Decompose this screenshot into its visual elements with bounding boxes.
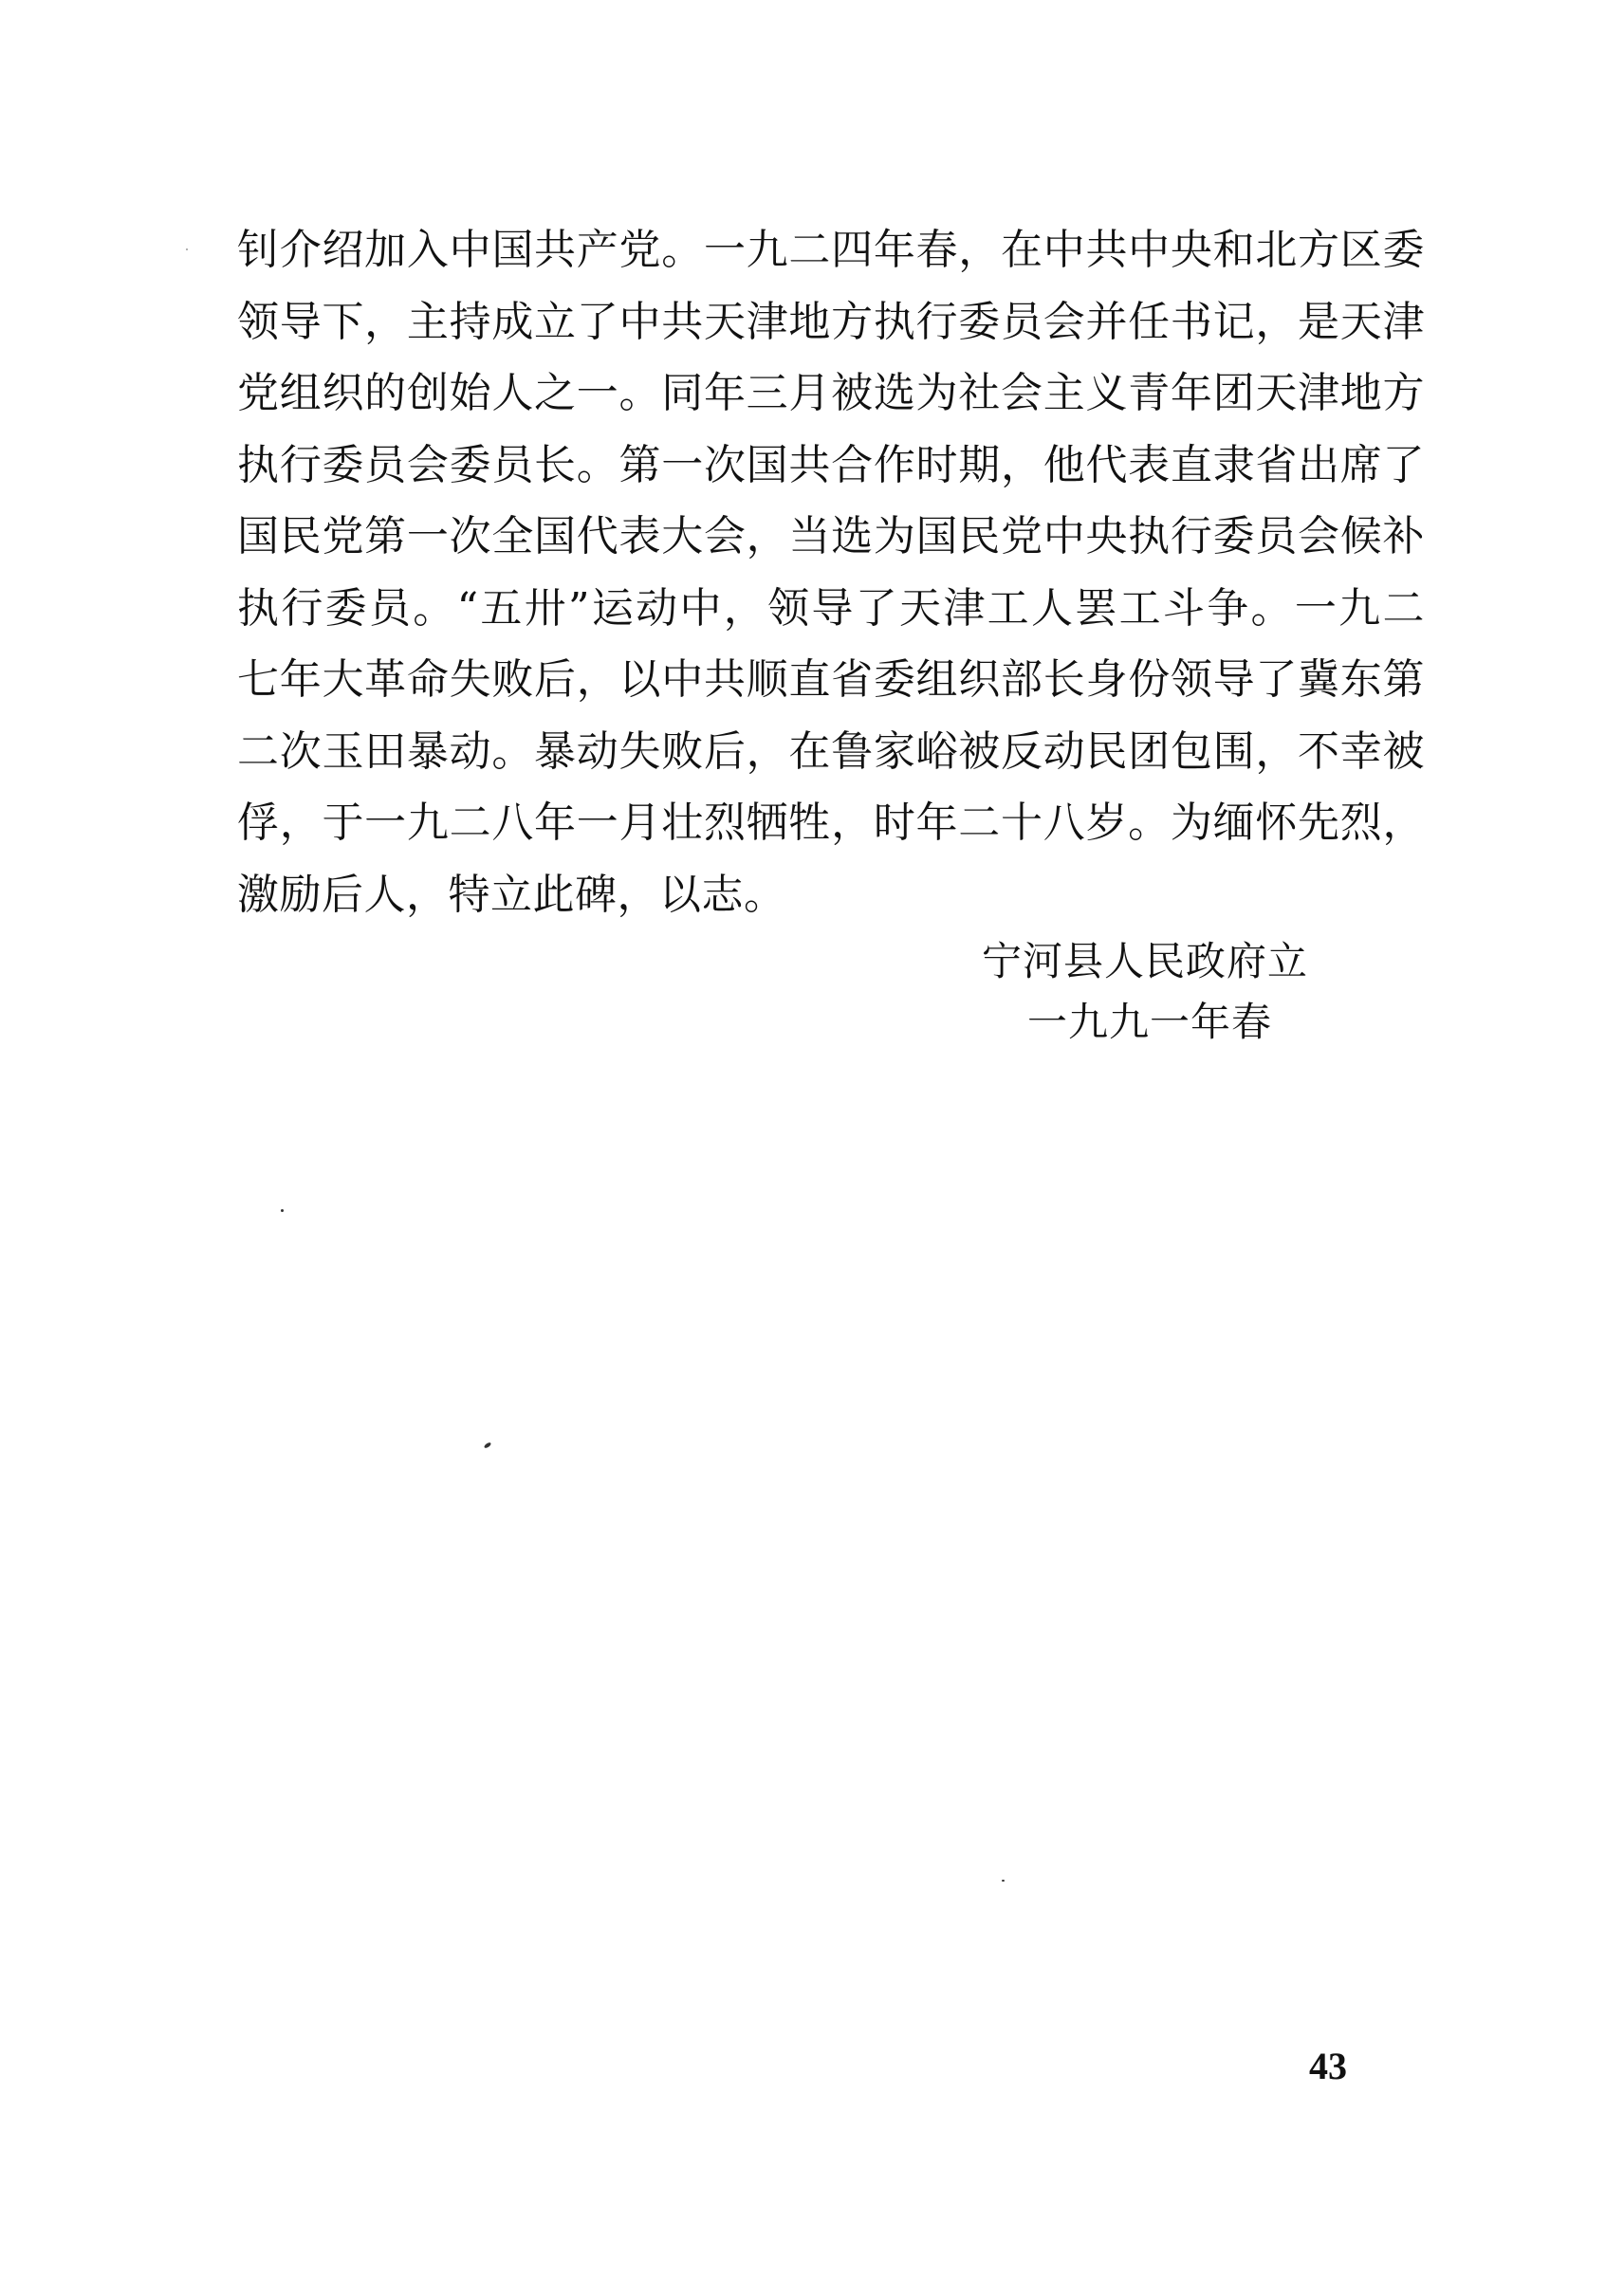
body-line-3: 党组织的创始人之一。同年三月被选为社会主义青年团天津地方 [237,369,1425,417]
signature-block [982,931,1308,1053]
body-line-7: 七年大革命失败后，以中共顺直省委组织部长身份领导了冀东第 [237,655,1425,704]
signature-issuer: 宁河县人民政府立 [982,938,1309,984]
signature-date: 一九九一年春 [1027,999,1273,1045]
body-line-8: 二次玉田暴动。暴动失败后，在鲁家峪被反动民团包围，不幸被 [237,726,1425,776]
body-line-5: 国民党第一次全国代表大会，当选为国民党中央执行委员会候补 [237,512,1425,560]
body-line-9: 俘，于一九二八年一月壮烈牺牲，时年二十八岁。为缅怀先烈， [237,799,1425,847]
body-line-1: 钊介绍加入中国共产党。一九二四年春，在中共中央和北方区委 [237,226,1425,274]
scan-speck [1002,1880,1005,1882]
scan-speck [186,248,188,250]
scan-speck [281,1209,284,1212]
body-line-6: 执行委员。“五卅”运动中，领导了天津工人罢工斗争。一九二 [237,583,1425,633]
scan-speck [484,1442,492,1449]
page-number: 43 [1309,2045,1347,2087]
body-line-10: 激励后人，特立此碑，以志。 [237,870,786,919]
body-line-4: 执行委员会委员长。第一次国共合作时期，他代表直隶省出席了 [237,440,1425,489]
inscription-body [237,214,1425,930]
body-line-2: 领导下，主持成立了中共天津地方执行委员会并任书记，是天津 [237,297,1425,346]
